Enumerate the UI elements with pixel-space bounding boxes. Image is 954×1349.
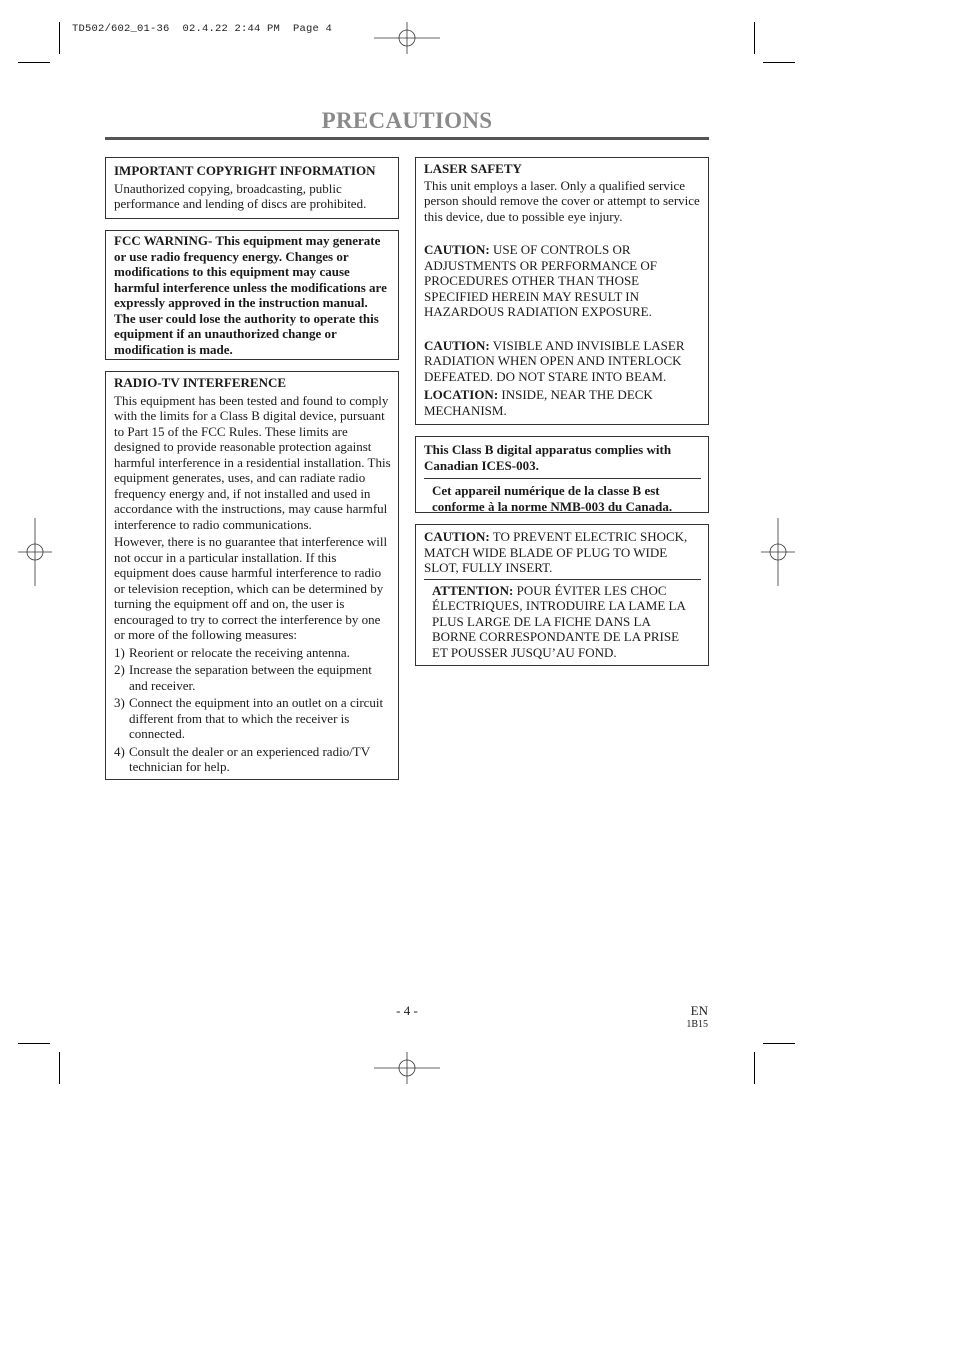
document-code: 1B15 — [686, 1019, 708, 1030]
crop-mark — [754, 1052, 755, 1084]
title-rule — [105, 137, 709, 140]
list-item-number: 2) — [114, 662, 125, 677]
radio-tv-heading: RADIO-TV INTERFERENCE — [114, 375, 287, 390]
list-item-text: Reorient or relocate the receiving antenna. — [129, 644, 350, 660]
list-item — [114, 744, 391, 775]
radio-tv-paragraph-1: This equipment has been tested and found to comply with the limits for a Class B digital device, pursuant to Part 15 of the FCC Rules. These limits are designed to provide reasonable protection against harmful interference in a residential installation. This equipment generates, uses, and can radiate radio frequency energy and, if not installed and used in accordance with the instructions, may cause harmful interference to radio communications. — [114, 392, 391, 532]
list-item-text: Increase the separation between the equipment and receiver. — [129, 662, 372, 693]
print-slug: TD502/602_01-36 02.4.22 2:44 PM Page 4 — [72, 23, 333, 35]
crop-mark — [18, 1043, 50, 1044]
list-item-text: Consult the dealer or an experienced radio/TV technician for help. — [129, 743, 370, 774]
registration-mark-bottom — [374, 1052, 440, 1084]
plug-caution — [424, 529, 701, 576]
laser-safety-heading: LASER SAFETY — [424, 161, 522, 176]
list-item-number: 4) — [114, 743, 125, 759]
page-title: PRECAUTIONS — [321, 108, 493, 133]
laser-safety-intro: This unit employs a laser. Only a qualified service person should remove the cover or attempt to service this device, due to possible eye injury. — [424, 177, 700, 224]
caution-label: CAUTION: — [424, 529, 490, 544]
crop-mark — [59, 22, 60, 54]
list-item-number: 1) — [114, 644, 125, 660]
radio-tv-box — [105, 371, 399, 780]
crop-mark — [754, 22, 755, 54]
crop-mark — [763, 62, 795, 63]
copyright-heading: IMPORTANT COPYRIGHT INFORMATION — [114, 163, 376, 178]
registration-mark-right — [761, 518, 795, 586]
radio-tv-paragraph-2: However, there is no guarantee that interference will not occur in a particular installation. If this equipment does cause harmful interference to radio or television reception, which can be determined by turning the equipment off and on, the user is encouraged to try to correct the interference by one or more of the following measures: — [114, 534, 388, 642]
laser-caution-2 — [424, 338, 701, 385]
fcc-warning-text: FCC WARNING- This equipment may generate or use radio frequency energy. Changes or modifications to this equipment may cause harmful interference unless the modifications are expressly approved in the instruction manual. The user could lose the authority to operate this equipment if an unauthorized change or modification is made. — [114, 233, 387, 357]
location-label: LOCATION: — [424, 387, 499, 402]
crop-mark — [18, 62, 50, 63]
attention-label: ATTENTION: — [432, 582, 514, 598]
registration-mark-left — [18, 518, 52, 586]
crop-mark — [763, 1043, 795, 1044]
list-item — [114, 645, 391, 661]
plug-attention — [424, 579, 701, 661]
attention-text: POUR ÉVITER LES CHOC ÉLECTRIQUES, INTRODUIRE LA LAME LA PLUS LARGE DE LA FICHE DANS LA BORNE CORRESPONDANTE DE LA PRISE ET POUSSER JUSQU’AU FOND. — [432, 582, 686, 660]
canada-compliance-fr: Cet appareil numérique de la classe B est conforme à la norme NMB-003 du Canada. — [424, 478, 701, 514]
copyright-box — [105, 157, 399, 219]
caution-text: TO PREVENT ELECTRIC SHOCK, MATCH WIDE BLADE OF PLUG TO WIDE SLOT, FULLY INSERT. — [424, 529, 688, 575]
caution-label: CAUTION: — [424, 242, 490, 257]
caution-text: USE OF CONTROLS OR ADJUSTMENTS OR PERFORMANCE OF PROCEDURES OTHER THAN THOSE SPECIFIED HEREIN MAY RESULT IN HAZARDOUS RADIATION EXPOSURE. — [424, 242, 657, 319]
crop-mark — [59, 1052, 60, 1084]
list-item-number: 3) — [114, 695, 125, 710]
list-item — [114, 695, 391, 742]
registration-mark-top — [374, 22, 440, 54]
language-code: EN — [690, 1003, 708, 1018]
caution-text: VISIBLE AND INVISIBLE LASER RADIATION WHEN OPEN AND INTERLOCK DEFEATED. DO NOT STARE INTO BEAM. — [424, 337, 685, 384]
laser-safety-box — [415, 157, 709, 425]
location-text: INSIDE, NEAR THE DECK MECHANISM. — [424, 387, 653, 418]
caution-label: CAUTION: — [424, 337, 490, 353]
laser-caution-1 — [424, 242, 701, 320]
canada-compliance-box — [415, 436, 709, 513]
plug-caution-box — [415, 524, 709, 666]
page-number: - 4 - — [396, 1003, 418, 1018]
copyright-text: Unauthorized copying, broadcasting, public performance and lending of discs are prohibited. — [114, 180, 367, 211]
list-item — [114, 662, 391, 693]
fcc-warning-box — [105, 230, 399, 360]
laser-location — [424, 387, 701, 418]
list-item-text: Connect the equipment into an outlet on a circuit different from that to which the receiver is connected. — [129, 695, 384, 741]
canada-compliance-en: This Class B digital apparatus complies with Canadian ICES-003. — [424, 442, 672, 473]
